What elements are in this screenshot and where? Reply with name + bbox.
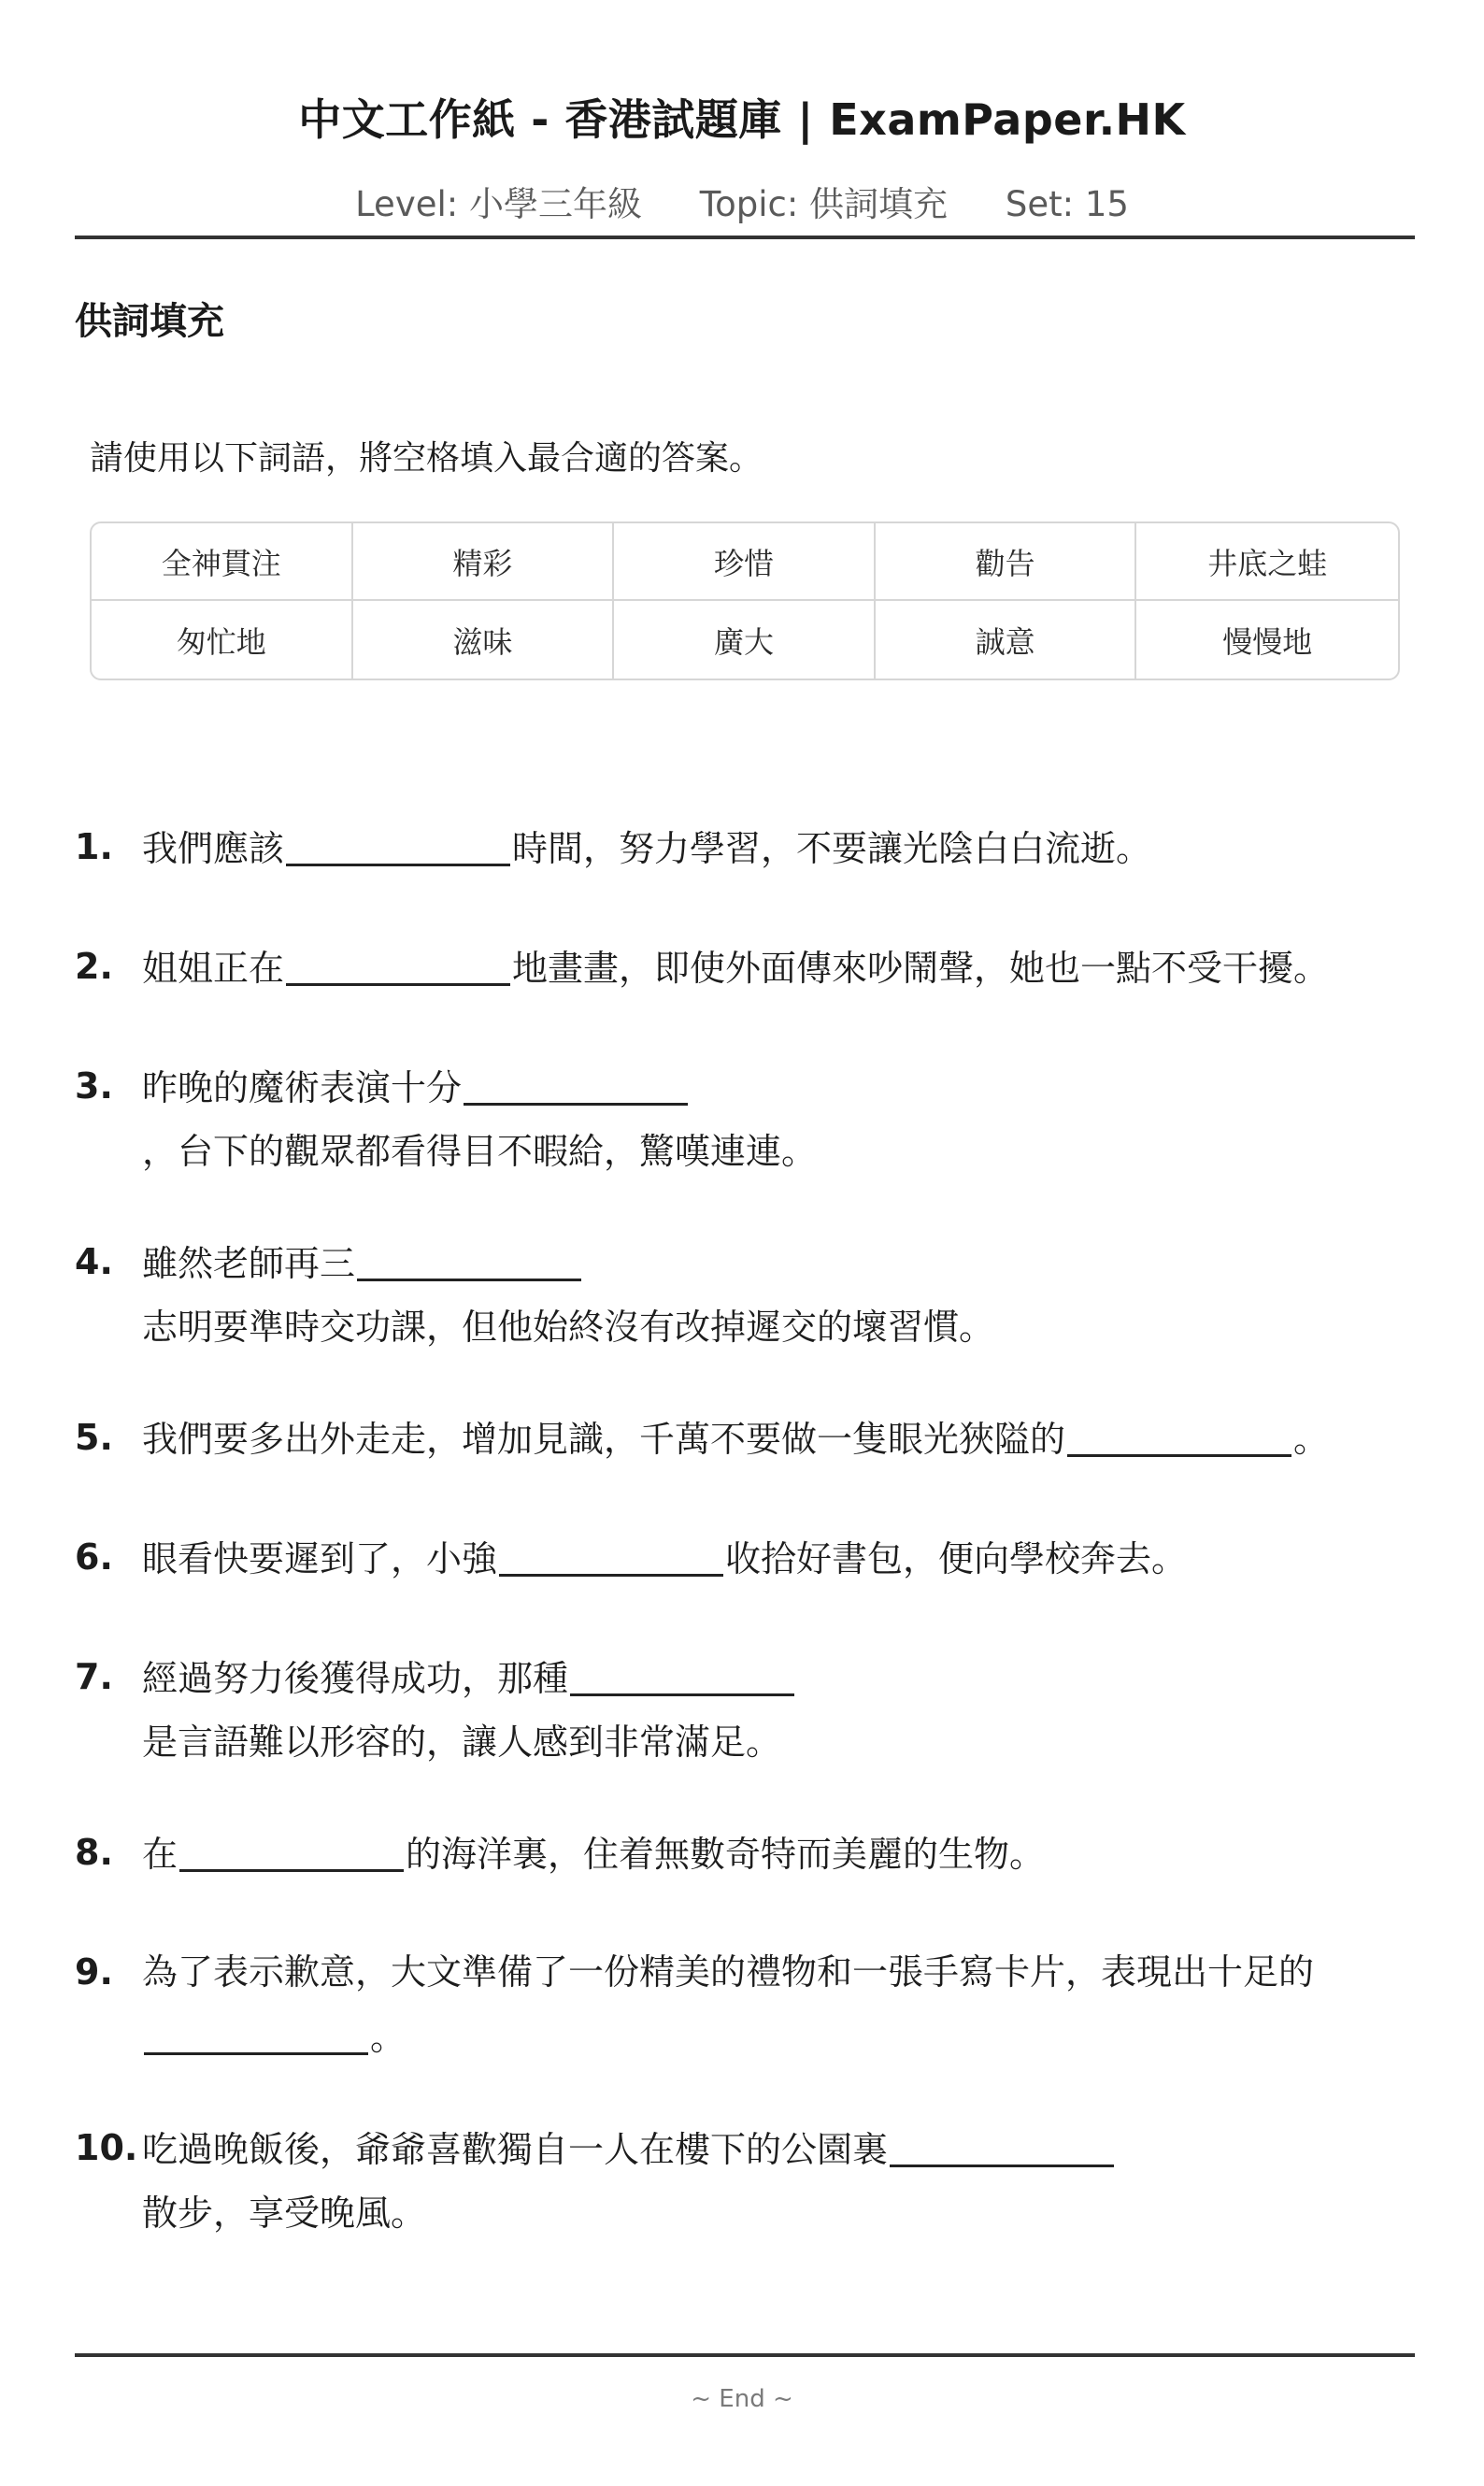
word-bank-cell: 誠意 — [876, 601, 1137, 679]
question-text: 是言語難以形容的，讓人感到非常滿足。 — [142, 1722, 782, 1763]
word-bank-table — [90, 521, 1400, 680]
question-text: 。 — [1293, 1419, 1330, 1460]
question-text: ，台下的觀眾都看得目不暇給，驚嘆連連。 — [142, 1131, 818, 1172]
word-bank-cell: 慢慢地 — [1222, 623, 1313, 660]
page-header — [0, 0, 1484, 226]
question-number: 9. — [75, 1951, 113, 1993]
question-text: 姐姐正在 — [142, 948, 285, 989]
answer-blank[interactable] — [499, 1525, 723, 1577]
question-number: 5. — [75, 1417, 113, 1458]
word-bank-cell: 珍惜 — [614, 523, 876, 601]
question-number: 1. — [75, 826, 113, 867]
question-text: 散步，享受晚風。 — [142, 2193, 427, 2234]
answer-blank[interactable] — [464, 1054, 688, 1106]
word-bank-cell: 匆忙地 — [92, 601, 353, 679]
question-10 — [75, 2116, 1415, 2245]
question-text: 我們應該 — [142, 828, 285, 869]
header-divider — [75, 236, 1415, 239]
question-5 — [75, 1406, 1415, 1471]
question-1 — [75, 815, 1415, 880]
question-2 — [75, 935, 1415, 1000]
question-text: 志明要準時交功課，但他始終沒有改掉遲交的壞習慣。 — [142, 1307, 995, 1348]
question-text: 眼看快要遲到了，小強 — [142, 1538, 498, 1579]
set-label: Set: 15 — [1005, 184, 1129, 224]
question-number: 2. — [75, 946, 113, 987]
question-text: 在 — [142, 1834, 178, 1875]
question-8 — [75, 1821, 1415, 1886]
question-number: 8. — [75, 1832, 113, 1873]
answer-blank[interactable] — [144, 2004, 368, 2055]
word-bank-cell: 井底之蛙 — [1136, 523, 1398, 601]
question-number: 3. — [75, 1065, 113, 1107]
question-text: 。 — [370, 2017, 407, 2058]
question-text: 為了表示歉意，大文準備了一份精美的禮物和一張手寫卡片，表現出十足的 — [142, 1951, 1315, 1993]
question-9 — [75, 1940, 1415, 2069]
word-bank-cell: 滋味 — [353, 601, 615, 679]
question-number: 7. — [75, 1656, 113, 1697]
level-label: Level: 小學三年級 — [355, 184, 642, 224]
end-marker: ~ End ~ — [691, 2385, 793, 2413]
question-6 — [75, 1525, 1415, 1591]
word-bank-cell: 精彩 — [353, 523, 615, 601]
question-number: 6. — [75, 1536, 113, 1578]
answer-blank[interactable] — [890, 2116, 1114, 2167]
question-3 — [75, 1054, 1415, 1183]
answer-blank[interactable] — [570, 1645, 794, 1696]
question-7 — [75, 1645, 1415, 1774]
answer-blank[interactable] — [357, 1230, 581, 1281]
question-number: 10. — [75, 2127, 138, 2168]
footer-divider — [75, 2353, 1415, 2357]
word-bank-cell: 廣大 — [614, 601, 876, 679]
answer-blank[interactable] — [1067, 1406, 1291, 1457]
question-text: 時間，努力學習，不要讓光陰白白流逝。 — [512, 828, 1152, 869]
question-text: 地畫畫，即使外面傳來吵鬧聲，她也一點不受干擾。 — [512, 948, 1330, 989]
section-title: 供詞填充 — [75, 300, 224, 343]
word-bank-cell: 全神貫注 — [92, 523, 353, 601]
question-text: 的海洋裏，住着無數奇特而美麗的生物。 — [406, 1834, 1046, 1875]
question-text: 收拾好書包，便向學校奔去。 — [725, 1538, 1188, 1579]
question-text: 昨晚的魔術表演十分 — [142, 1067, 463, 1108]
instruction-text: 請使用以下詞語，將空格填入最合適的答案。 — [90, 439, 763, 478]
question-text: 我們要多出外走走，增加見識，千萬不要做一隻眼光狹隘的 — [142, 1419, 1066, 1460]
question-4 — [75, 1230, 1415, 1359]
word-bank-cell: 勸告 — [876, 523, 1137, 601]
worksheet-meta — [0, 176, 1484, 226]
question-text: 雖然老師再三 — [142, 1243, 356, 1284]
answer-blank[interactable] — [179, 1821, 404, 1872]
question-number: 4. — [75, 1241, 113, 1282]
answer-blank[interactable] — [286, 935, 510, 986]
page-title: 中文工作紙 - 香港試題庫 | ExamPaper.HK — [298, 94, 1186, 145]
question-text: 經過努力後獲得成功，那種 — [142, 1658, 569, 1699]
answer-blank[interactable] — [286, 815, 510, 866]
topic-label: Topic: 供詞填充 — [699, 184, 949, 224]
question-text: 吃過晚飯後，爺爺喜歡獨自一人在樓下的公園裏 — [142, 2129, 889, 2170]
